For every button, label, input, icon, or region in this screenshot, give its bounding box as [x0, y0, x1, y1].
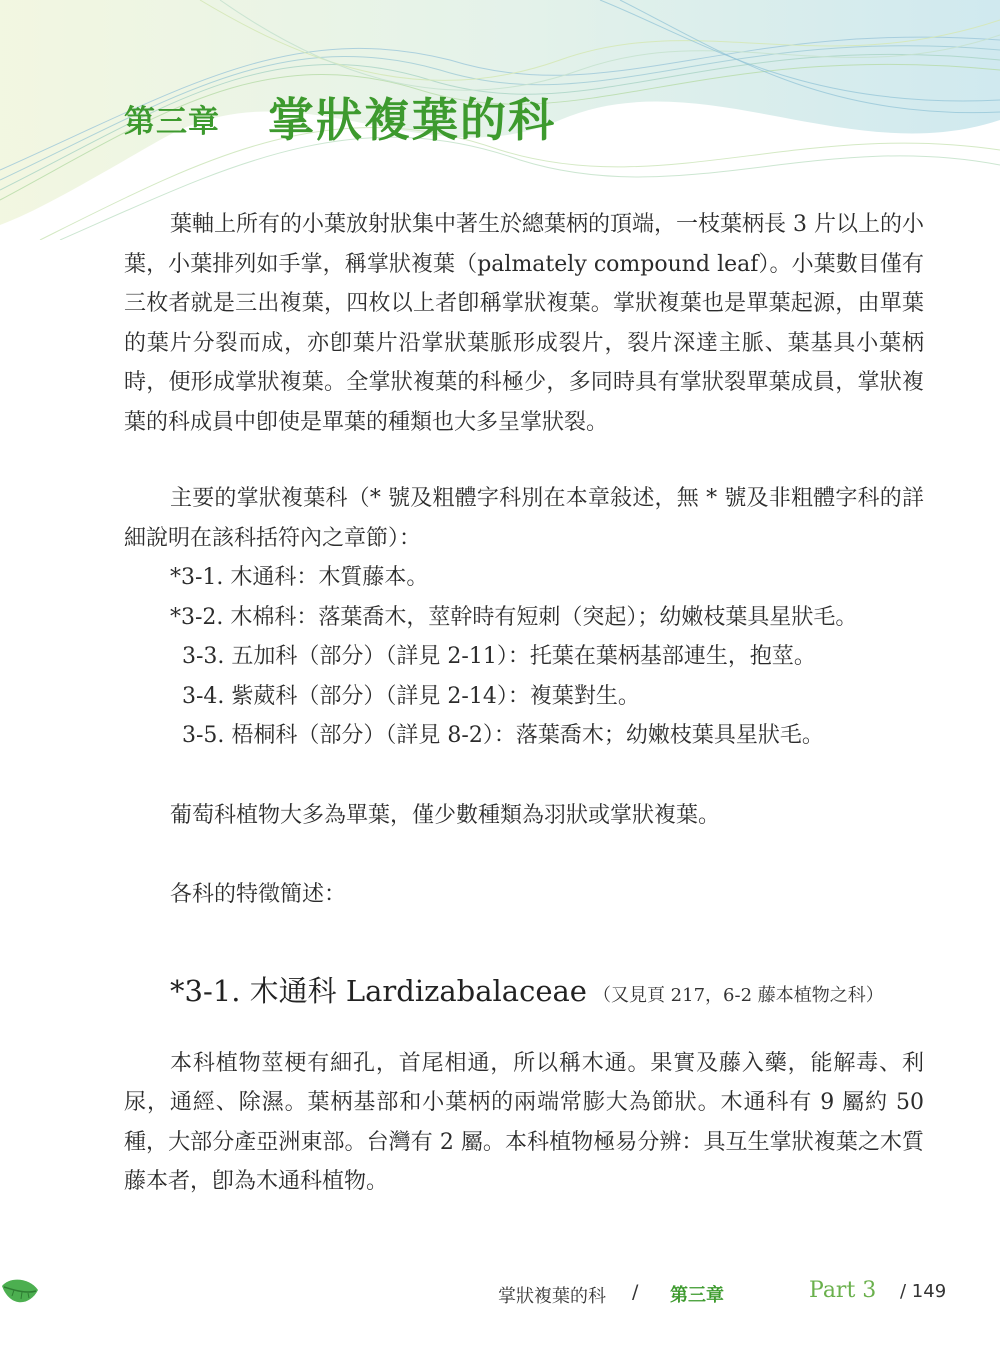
section-heading: [124, 969, 924, 1010]
family-list: [124, 558, 924, 756]
family-item-3-5: 3-5. 梧桐科（部分）（詳見 8-2）：落葉喬木；幼嫩枝葉具星狀毛。: [182, 723, 824, 748]
family-item-3-1: *3-1. 木通科：木質藤本。: [170, 565, 429, 590]
intro-paragraph: 葉軸上所有的小葉放射狀集中著生於總葉柄的頂端，一枝葉柄長 3 片以上的小葉，小葉排列如手掌，稱掌狀複葉（palmately compound leaf）。小葉數目僅有三枚者就是三出複葉，四枚以上者卽稱掌狀複葉。掌狀複葉也是單葉起源，由單葉的葉片分裂而成，亦卽葉片沿掌狀葉脈形成裂片，裂片深達主脈、葉基具小葉柄時，便形成掌狀複葉。全掌狀複葉的科極少，多同時具有掌狀裂單葉成員，掌狀複葉的科成員中卽使是單葉的種類也大多呈掌狀裂。: [124, 212, 924, 435]
footer-separator: /: [632, 1281, 639, 1303]
grape-note-paragraph: 葡萄科植物大多為單葉，僅少數種類為羽狀或掌狀複葉。: [170, 802, 721, 828]
page-footer: [0, 1276, 1000, 1312]
family-item-3-2: *3-2. 木棉科：落葉喬木，莖幹時有短刺（突起）；幼嫩枝葉具星狀毛。: [170, 604, 858, 630]
section-body-paragraph: 本科植物莖梗有細孔，首尾相通，所以稱木通。果實及藤入藥，能解毒、利尿，通經、除濕。葉柄基部和小葉柄的兩端常膨大為節狀。木通科有 9 屬約 50 種，大部分產亞洲東部。台灣有 2 屬。本科植物極易分辨：具互生掌狀複葉之木質藤本者，卽為木通科植物。: [124, 1050, 924, 1194]
page-content: [124, 205, 924, 1202]
page-number: / 149: [900, 1281, 947, 1302]
families-intro-paragraph: 主要的掌狀複葉科（* 號及粗體字科別在本章敍述，無 * 號及非粗體字科的詳細說明在該科括符內之章節）：: [124, 486, 924, 551]
section-heading-note: （又見頁 217，6-2 藤本植物之科）: [592, 984, 884, 1006]
family-item-3-4: 3-4. 紫葳科（部分）（詳見 2-14）：複葉對生。: [182, 683, 640, 709]
chapter-title: 掌狀複葉的科: [268, 93, 556, 147]
footer-chapter-title: 掌狀複葉的科: [498, 1286, 606, 1307]
footer-chapter-label: 第三章: [670, 1285, 724, 1306]
leaf-icon: [0, 1276, 40, 1308]
family-item-3-3: 3-3. 五加科（部分）（詳見 2-11）：托葉在葉柄基部連生，抱莖。: [182, 644, 816, 669]
summary-label: 各科的特徵簡述：: [170, 882, 347, 907]
section-heading-title: *3-1. 木通科 Lardizabalaceae: [170, 973, 587, 1008]
footer-part-label: Part 3: [809, 1278, 877, 1303]
chapter-label: 第三章: [124, 104, 220, 140]
